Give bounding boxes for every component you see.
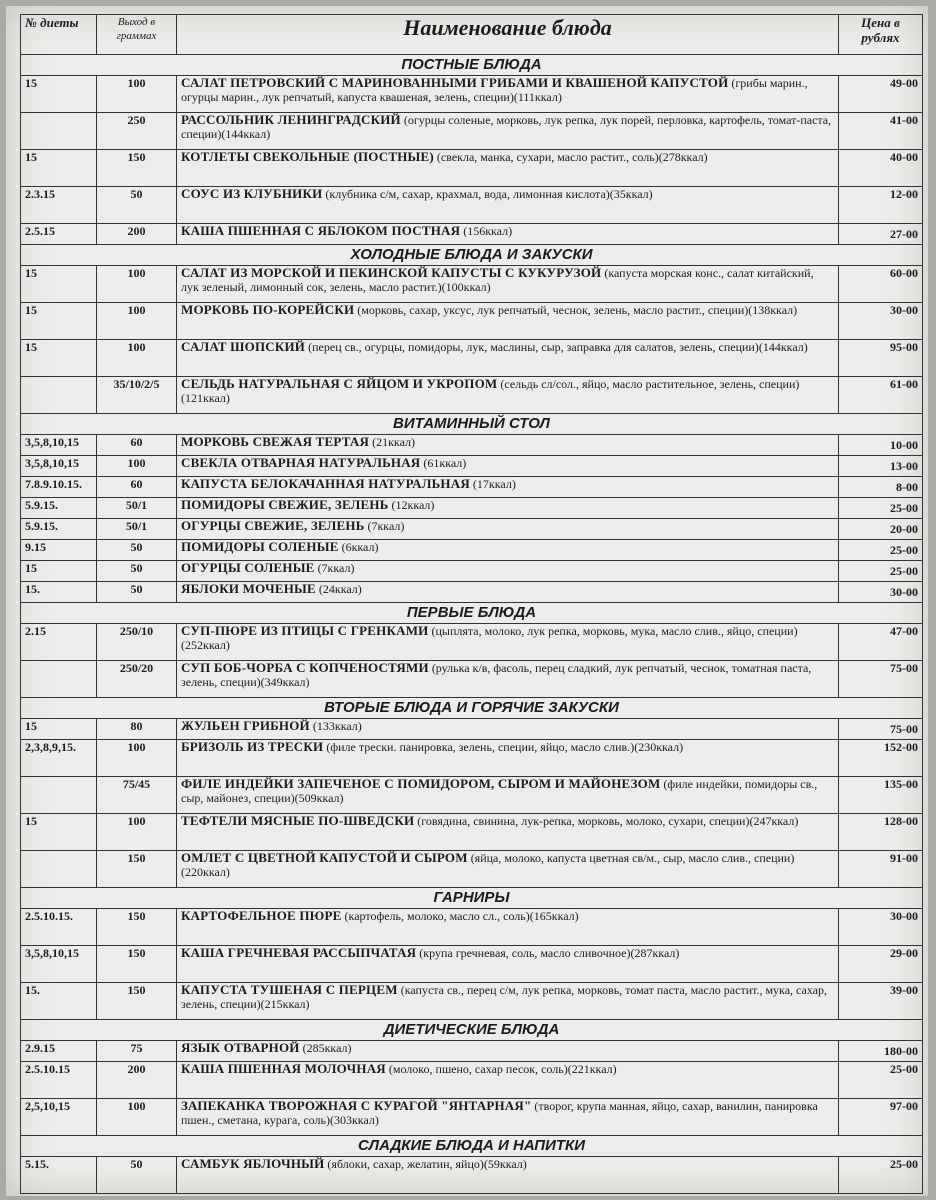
diet-number: 15. — [21, 582, 97, 603]
dish-cell — [177, 498, 839, 519]
yield-grams: 100 — [97, 266, 177, 303]
dish-cell — [177, 303, 839, 340]
diet-number: 3,5,8,10,15 — [21, 456, 97, 477]
dish-price: 29-00 — [839, 946, 923, 983]
dish-price: 10-00 — [839, 435, 923, 456]
dish-name: ПОМИДОРЫ СВЕЖИЕ, ЗЕЛЕНЬ — [181, 497, 389, 512]
dish-description: (61ккал) — [423, 456, 467, 470]
menu-item-row — [21, 113, 923, 150]
dish-cell — [177, 266, 839, 303]
yield-grams: 50/1 — [97, 519, 177, 540]
menu-item-row — [21, 540, 923, 561]
diet-number: 3,5,8,10,15 — [21, 946, 97, 983]
diet-number: 9.15 — [21, 540, 97, 561]
yield-grams: 50 — [97, 582, 177, 603]
yield-grams: 150 — [97, 909, 177, 946]
menu-item-row — [21, 946, 923, 983]
menu-sheet — [6, 6, 928, 1196]
dish-price: 30-00 — [839, 909, 923, 946]
dish-name: КАША ПШЕННАЯ С ЯБЛОКОМ ПОСТНАЯ — [181, 223, 461, 238]
menu-item-row — [21, 909, 923, 946]
yield-grams: 250/10 — [97, 624, 177, 661]
dish-price: 75-00 — [839, 719, 923, 740]
diet-number: 15 — [21, 814, 97, 851]
yield-grams: 50 — [97, 1157, 177, 1194]
dish-price: 39-00 — [839, 983, 923, 1020]
menu-item-row — [21, 1099, 923, 1136]
diet-number — [21, 661, 97, 698]
dish-name: ЗАПЕКАНКА ТВОРОЖНАЯ С КУРАГОЙ "ЯНТАРНАЯ" — [181, 1098, 532, 1113]
dish-description: (12ккал) — [391, 498, 435, 512]
dish-name: СУП-ПЮРЕ ИЗ ПТИЦЫ С ГРЕНКАМИ — [181, 623, 429, 638]
dish-cell — [177, 224, 839, 245]
dish-cell — [177, 113, 839, 150]
diet-number: 15 — [21, 76, 97, 113]
diet-number: 2,3,8,9,15. — [21, 740, 97, 777]
menu-body — [21, 55, 923, 1194]
dish-price: 47-00 — [839, 624, 923, 661]
yield-grams: 150 — [97, 851, 177, 888]
section-header-row — [21, 55, 923, 76]
menu-item-row — [21, 477, 923, 498]
dish-name: МОРКОВЬ СВЕЖАЯ ТЕРТАЯ — [181, 434, 370, 449]
dish-name: ЯБЛОКИ МОЧЕНЫЕ — [181, 581, 316, 596]
menu-item-row — [21, 624, 923, 661]
dish-price: 61-00 — [839, 377, 923, 414]
dish-description: (сельдь сл/сол., яйцо, масло растительное, зелень, специи)(121ккал) — [181, 377, 800, 405]
yield-grams: 75 — [97, 1041, 177, 1062]
dish-description: (филе трески. панировка, зелень, специи, яйцо, масло слив.)(230ккал) — [326, 740, 684, 754]
section-title: СЛАДКИЕ БЛЮДА И НАПИТКИ — [21, 1136, 923, 1157]
header-price: Цена в рублях — [839, 15, 923, 55]
dish-name: БРИЗОЛЬ ИЗ ТРЕСКИ — [181, 739, 324, 754]
dish-price: 91-00 — [839, 851, 923, 888]
dish-cell — [177, 187, 839, 224]
dish-description: (свекла, манка, сухари, масло растит., соль)(278ккал) — [436, 150, 708, 164]
diet-number: 7.8.9.10.15. — [21, 477, 97, 498]
dish-name: РАССОЛЬНИК ЛЕНИНГРАДСКИЙ — [181, 112, 401, 127]
dish-price: 25-00 — [839, 498, 923, 519]
dish-price: 97-00 — [839, 1099, 923, 1136]
section-header-row — [21, 1136, 923, 1157]
dish-cell — [177, 719, 839, 740]
diet-number: 2.15 — [21, 624, 97, 661]
menu-item-row — [21, 150, 923, 187]
header-name: Наименование блюда — [177, 15, 839, 55]
diet-number: 2.5.10.15 — [21, 1062, 97, 1099]
yield-grams: 60 — [97, 477, 177, 498]
menu-table — [20, 14, 923, 1194]
yield-grams: 50 — [97, 187, 177, 224]
dish-cell — [177, 477, 839, 498]
header-yield: Выход в граммах — [97, 15, 177, 55]
section-header-row — [21, 414, 923, 435]
dish-description: (крупа гречневая, соль, масло сливочное)(287ккал) — [419, 946, 680, 960]
dish-price: 75-00 — [839, 661, 923, 698]
diet-number: 2,5,10,15 — [21, 1099, 97, 1136]
dish-cell — [177, 851, 839, 888]
dish-name: ЖУЛЬЕН ГРИБНОЙ — [181, 718, 310, 733]
dish-description: (филе индейки, помидоры св., сыр, майонез, специи)(509ккал) — [181, 777, 818, 805]
section-header-row — [21, 1020, 923, 1041]
menu-item-row — [21, 224, 923, 245]
dish-name: ОМЛЕТ С ЦВЕТНОЙ КАПУСТОЙ И СЫРОМ — [181, 850, 468, 865]
header-diet: № диеты — [21, 15, 97, 55]
dish-price: 25-00 — [839, 561, 923, 582]
section-title: ВИТАМИННЫЙ СТОЛ — [21, 414, 923, 435]
yield-grams: 100 — [97, 340, 177, 377]
dish-cell — [177, 561, 839, 582]
dish-name: КАРТОФЕЛЬНОЕ ПЮРЕ — [181, 908, 342, 923]
dish-name: САМБУК ЯБЛОЧНЫЙ — [181, 1156, 325, 1171]
dish-price: 60-00 — [839, 266, 923, 303]
dish-price: 8-00 — [839, 477, 923, 498]
yield-grams: 60 — [97, 435, 177, 456]
dish-price: 135-00 — [839, 777, 923, 814]
dish-price: 27-00 — [839, 224, 923, 245]
dish-description: (21ккал) — [372, 435, 415, 449]
dish-description: (7ккал) — [317, 561, 355, 575]
yield-grams: 100 — [97, 456, 177, 477]
section-header-row — [21, 245, 923, 266]
dish-cell — [177, 1041, 839, 1062]
yield-grams: 200 — [97, 224, 177, 245]
yield-grams: 150 — [97, 983, 177, 1020]
dish-description: (17ккал) — [472, 477, 516, 491]
dish-name: ОГУРЦЫ СВЕЖИЕ, ЗЕЛЕНЬ — [181, 518, 365, 533]
dish-description: (капуста морская конс., салат китайский, лук зеленый, лимонный сок, зелень, масло растит.)(100ккал) — [181, 266, 814, 294]
section-header-row — [21, 698, 923, 719]
dish-cell — [177, 661, 839, 698]
yield-grams: 50/1 — [97, 498, 177, 519]
section-title: ХОЛОДНЫЕ БЛЮДА И ЗАКУСКИ — [21, 245, 923, 266]
diet-number: 5.15. — [21, 1157, 97, 1194]
menu-item-row — [21, 266, 923, 303]
diet-number: 5.9.15. — [21, 498, 97, 519]
diet-number — [21, 851, 97, 888]
dish-price: 95-00 — [839, 340, 923, 377]
menu-item-row — [21, 719, 923, 740]
header-row — [21, 15, 923, 55]
dish-cell — [177, 1099, 839, 1136]
dish-price: 25-00 — [839, 540, 923, 561]
dish-name: КАША ГРЕЧНЕВАЯ РАССЫПЧАТАЯ — [181, 945, 417, 960]
menu-item-row — [21, 76, 923, 113]
dish-name: КАПУСТА БЕЛОКАЧАННАЯ НАТУРАЛЬНАЯ — [181, 476, 470, 491]
dish-name: ТЕФТЕЛИ МЯСНЫЕ ПО-ШВЕДСКИ — [181, 813, 415, 828]
menu-item-row — [21, 777, 923, 814]
dish-price: 128-00 — [839, 814, 923, 851]
dish-description: (грибы марин., огурцы марин., лук репчатый, капуста квашеная, зелень, специи)(111ккал) — [181, 76, 808, 104]
dish-name: СОУС ИЗ КЛУБНИКИ — [181, 186, 323, 201]
dish-description: (говядина, свинина, лук-репка, морковь, молоко, сухари, специи)(247ккал) — [417, 814, 799, 828]
yield-grams: 50 — [97, 540, 177, 561]
dish-cell — [177, 777, 839, 814]
dish-cell — [177, 1062, 839, 1099]
yield-grams: 200 — [97, 1062, 177, 1099]
diet-number: 15 — [21, 719, 97, 740]
dish-cell — [177, 624, 839, 661]
menu-item-row — [21, 187, 923, 224]
diet-number: 2.5.15 — [21, 224, 97, 245]
dish-description: (морковь, сахар, уксус, лук репчатый, чеснок, зелень, масло растит., специи)(138ккал) — [357, 303, 798, 317]
section-title: ПЕРВЫЕ БЛЮДА — [21, 603, 923, 624]
dish-cell — [177, 377, 839, 414]
yield-grams: 50 — [97, 561, 177, 582]
diet-number: 15 — [21, 561, 97, 582]
dish-price: 49-00 — [839, 76, 923, 113]
dish-description: (7ккал) — [367, 519, 405, 533]
dish-description: (молоко, пшено, сахар песок, соль)(221ккал) — [388, 1062, 617, 1076]
dish-name: СВЕКЛА ОТВАРНАЯ НАТУРАЛЬНАЯ — [181, 455, 421, 470]
dish-name: САЛАТ ИЗ МОРСКОЙ И ПЕКИНСКОЙ КАПУСТЫ С КУКУРУЗОЙ — [181, 265, 602, 280]
section-title: ДИЕТИЧЕСКИЕ БЛЮДА — [21, 1020, 923, 1041]
diet-number: 15 — [21, 266, 97, 303]
dish-price: 40-00 — [839, 150, 923, 187]
diet-number — [21, 377, 97, 414]
dish-name: МОРКОВЬ ПО-КОРЕЙСКИ — [181, 302, 355, 317]
yield-grams: 100 — [97, 1099, 177, 1136]
menu-item-row — [21, 377, 923, 414]
dish-name: КАПУСТА ТУШЕНАЯ С ПЕРЦЕМ — [181, 982, 398, 997]
menu-item-row — [21, 519, 923, 540]
dish-description: (156ккал) — [463, 224, 513, 238]
dish-name: САЛАТ ПЕТРОВСКИЙ С МАРИНОВАННЫМИ ГРИБАМИ И КВАШЕНОЙ КАПУСТОЙ — [181, 75, 729, 90]
section-header-row — [21, 603, 923, 624]
diet-number: 15 — [21, 150, 97, 187]
diet-number: 5.9.15. — [21, 519, 97, 540]
dish-description: (яблоки, сахар, желатин, яйцо)(59ккал) — [327, 1157, 527, 1171]
dish-price: 25-00 — [839, 1157, 923, 1194]
dish-description: (капуста св., перец с/м, лук репка, морковь, томат паста, масло растит., мука, сахар, зелень, специи)(215ккал) — [181, 983, 827, 1011]
dish-description: (цыплята, молоко, лук репка, морковь, мука, масло слив., яйцо, специи)(252ккал) — [181, 624, 798, 652]
dish-cell — [177, 1157, 839, 1194]
diet-number: 15 — [21, 303, 97, 340]
yield-grams: 100 — [97, 740, 177, 777]
section-title: ВТОРЫЕ БЛЮДА И ГОРЯЧИЕ ЗАКУСКИ — [21, 698, 923, 719]
menu-item-row — [21, 303, 923, 340]
yield-grams: 250/20 — [97, 661, 177, 698]
menu-item-row — [21, 435, 923, 456]
dish-name: СЕЛЬДЬ НАТУРАЛЬНАЯ С ЯЙЦОМ И УКРОПОМ — [181, 376, 498, 391]
dish-description: (перец св., огурцы, помидоры, лук, маслины, сыр, заправка для салатов, зелень, специи)(144ккал) — [308, 340, 808, 354]
diet-number: 15 — [21, 340, 97, 377]
menu-item-row — [21, 456, 923, 477]
dish-name: СУП БОБ-ЧОРБА С КОПЧЕНОСТЯМИ — [181, 660, 429, 675]
dish-cell — [177, 946, 839, 983]
section-title: ГАРНИРЫ — [21, 888, 923, 909]
diet-number — [21, 113, 97, 150]
dish-description: (24ккал) — [318, 582, 362, 596]
dish-description: (яйца, молоко, капуста цветная св/м., сыр, масло слив., специи)(220ккал) — [181, 851, 795, 879]
diet-number: 2.3.15 — [21, 187, 97, 224]
yield-grams: 80 — [97, 719, 177, 740]
dish-name: САЛАТ ШОПСКИЙ — [181, 339, 306, 354]
yield-grams: 100 — [97, 76, 177, 113]
dish-name: КОТЛЕТЫ СВЕКОЛЬНЫЕ (ПОСТНЫЕ) — [181, 149, 434, 164]
dish-price: 180-00 — [839, 1041, 923, 1062]
menu-item-row — [21, 561, 923, 582]
dish-description: (огурцы соленые, морковь, лук репка, лук порей, перловка, картофель, томат-паста, специи)(144ккал) — [181, 113, 832, 141]
dish-name: ЯЗЫК ОТВАРНОЙ — [181, 1040, 300, 1055]
menu-item-row — [21, 851, 923, 888]
diet-number: 3,5,8,10,15 — [21, 435, 97, 456]
menu-item-row — [21, 1062, 923, 1099]
yield-grams: 35/10/2/5 — [97, 377, 177, 414]
yield-grams: 150 — [97, 150, 177, 187]
menu-item-row — [21, 814, 923, 851]
dish-cell — [177, 814, 839, 851]
yield-grams: 250 — [97, 113, 177, 150]
menu-item-row — [21, 1157, 923, 1194]
dish-cell — [177, 740, 839, 777]
dish-description: (133ккал) — [312, 719, 362, 733]
menu-item-row — [21, 498, 923, 519]
dish-cell — [177, 519, 839, 540]
dish-description: (6ккал) — [341, 540, 379, 554]
dish-cell — [177, 150, 839, 187]
dish-cell — [177, 582, 839, 603]
dish-cell — [177, 456, 839, 477]
dish-cell — [177, 76, 839, 113]
yield-grams: 100 — [97, 814, 177, 851]
diet-number: 15. — [21, 983, 97, 1020]
menu-item-row — [21, 740, 923, 777]
dish-name: ОГУРЦЫ СОЛЕНЫЕ — [181, 560, 315, 575]
diet-number: 2.9.15 — [21, 1041, 97, 1062]
dish-cell — [177, 909, 839, 946]
dish-price: 12-00 — [839, 187, 923, 224]
menu-item-row — [21, 1041, 923, 1062]
dish-price: 20-00 — [839, 519, 923, 540]
dish-description: (рулька к/в, фасоль, перец сладкий, лук репчатый, чеснок, томатная паста, зелень, специи)(349ккал) — [181, 661, 812, 689]
section-title: ПОСТНЫЕ БЛЮДА — [21, 55, 923, 76]
dish-description: (творог, крупа манная, яйцо, сахар, ванилин, панировка пшен., сметана, курага, соль)(303ккал) — [181, 1099, 818, 1127]
dish-cell — [177, 435, 839, 456]
dish-price: 41-00 — [839, 113, 923, 150]
dish-cell — [177, 983, 839, 1020]
menu-item-row — [21, 983, 923, 1020]
dish-cell — [177, 540, 839, 561]
diet-number — [21, 777, 97, 814]
dish-price: 25-00 — [839, 1062, 923, 1099]
dish-name: ПОМИДОРЫ СОЛЕНЫЕ — [181, 539, 339, 554]
menu-item-row — [21, 582, 923, 603]
yield-grams: 75/45 — [97, 777, 177, 814]
yield-grams: 150 — [97, 946, 177, 983]
section-header-row — [21, 888, 923, 909]
menu-item-row — [21, 340, 923, 377]
yield-grams: 100 — [97, 303, 177, 340]
dish-description: (клубника с/м, сахар, крахмал, вода, лимонная кислота)(35ккал) — [325, 187, 653, 201]
menu-item-row — [21, 661, 923, 698]
dish-price: 13-00 — [839, 456, 923, 477]
diet-number: 2.5.10.15. — [21, 909, 97, 946]
dish-description: (285ккал) — [302, 1041, 352, 1055]
dish-name: КАША ПШЕННАЯ МОЛОЧНАЯ — [181, 1061, 386, 1076]
dish-name: ФИЛЕ ИНДЕЙКИ ЗАПЕЧЕНОЕ С ПОМИДОРОМ, СЫРОМ И МАЙОНЕЗОМ — [181, 776, 661, 791]
dish-description: (картофель, молоко, масло сл., соль)(165ккал) — [344, 909, 579, 923]
dish-price: 152-00 — [839, 740, 923, 777]
dish-cell — [177, 340, 839, 377]
dish-price: 30-00 — [839, 303, 923, 340]
dish-price: 30-00 — [839, 582, 923, 603]
